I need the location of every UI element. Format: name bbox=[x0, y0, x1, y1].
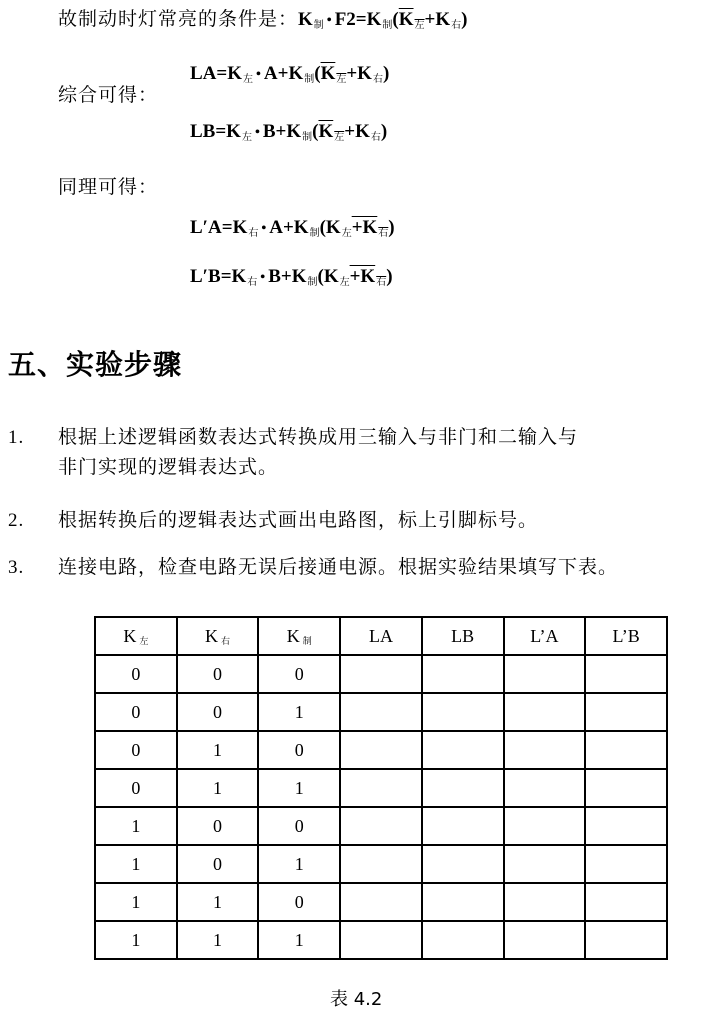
blank-cell bbox=[340, 769, 422, 807]
label-similar: 同理可得： bbox=[58, 176, 159, 198]
truth-table bbox=[94, 616, 668, 960]
blank-cell bbox=[504, 883, 586, 921]
step-1-continuation: 非门实现的逻辑表达式。 bbox=[58, 456, 279, 478]
table-cell: 1 bbox=[258, 769, 340, 807]
blank-cell bbox=[585, 731, 667, 769]
equation-l-prime-a: $L'A=K_右$ • $A+K_制(K_左+K_右)$ bbox=[190, 217, 395, 239]
label-combine: 综合可得： bbox=[58, 84, 159, 106]
blank-cell bbox=[340, 655, 422, 693]
equation-lb: $LB=K_左$ • $B+K_制(K_左+K_右)$ bbox=[190, 121, 388, 143]
blank-cell bbox=[340, 845, 422, 883]
table-cell: 0 bbox=[258, 807, 340, 845]
step-number: 2. bbox=[8, 510, 25, 531]
blank-cell bbox=[504, 693, 586, 731]
intro-equation: $K_制$ • $F2=K_制(K_左+K_右)$ bbox=[298, 9, 468, 31]
table-row bbox=[95, 769, 667, 807]
table-cell: 1 bbox=[177, 769, 259, 807]
step-text: 连接电路，检查电路无误后接通电源。根据实验结果填写下表。 bbox=[58, 556, 619, 578]
blank-cell bbox=[585, 845, 667, 883]
blank-cell bbox=[422, 845, 504, 883]
step-1 bbox=[8, 422, 720, 453]
blank-cell bbox=[504, 731, 586, 769]
step-text: 根据转换后的逻辑表达式画出电路图，标上引脚标号。 bbox=[58, 509, 539, 531]
table-cell: 0 bbox=[258, 655, 340, 693]
blank-cell bbox=[422, 769, 504, 807]
blank-cell bbox=[585, 693, 667, 731]
table-cell: 0 bbox=[177, 693, 259, 731]
table-cell: 0 bbox=[177, 845, 259, 883]
table-row bbox=[95, 655, 667, 693]
blank-cell bbox=[422, 731, 504, 769]
table-cell: 1 bbox=[177, 921, 259, 959]
table-cell: 0 bbox=[258, 883, 340, 921]
blank-cell bbox=[585, 655, 667, 693]
blank-cell bbox=[504, 921, 586, 959]
blank-cell bbox=[340, 693, 422, 731]
header-k-left: K $_左$ bbox=[95, 617, 177, 655]
step-number: 3. bbox=[8, 557, 25, 578]
table-cell: 1 bbox=[95, 921, 177, 959]
table-header-row bbox=[95, 617, 667, 655]
intro-line bbox=[58, 4, 467, 31]
table-cell: 0 bbox=[177, 807, 259, 845]
blank-cell bbox=[504, 769, 586, 807]
header-l-prime-b: L’B bbox=[585, 617, 667, 655]
table-cell: 0 bbox=[95, 769, 177, 807]
blank-cell bbox=[422, 655, 504, 693]
step-number: 1. bbox=[8, 427, 25, 448]
table-row bbox=[95, 693, 667, 731]
table-cell: 0 bbox=[258, 731, 340, 769]
table-row bbox=[95, 807, 667, 845]
blank-cell bbox=[340, 883, 422, 921]
intro-text: 故制动时灯常亮的条件是： bbox=[58, 8, 299, 30]
blank-cell bbox=[585, 769, 667, 807]
header-la: LA bbox=[340, 617, 422, 655]
table-cell: 1 bbox=[95, 883, 177, 921]
table-cell: 0 bbox=[177, 655, 259, 693]
blank-cell bbox=[422, 883, 504, 921]
step-3 bbox=[8, 552, 618, 583]
blank-cell bbox=[422, 807, 504, 845]
table-cell: 1 bbox=[177, 883, 259, 921]
table-cell: 1 bbox=[95, 845, 177, 883]
header-l-prime-a: L’A bbox=[504, 617, 586, 655]
step-text: 根据上述逻辑函数表达式转换成用三输入与非门和二输入与 bbox=[58, 426, 579, 448]
blank-cell bbox=[504, 655, 586, 693]
blank-cell bbox=[422, 921, 504, 959]
header-k-right: K $_右$ bbox=[177, 617, 259, 655]
table-row bbox=[95, 921, 667, 959]
table-cell: 0 bbox=[95, 693, 177, 731]
table-cell: 0 bbox=[95, 655, 177, 693]
blank-cell bbox=[340, 921, 422, 959]
blank-cell bbox=[504, 845, 586, 883]
blank-cell bbox=[340, 807, 422, 845]
blank-cell bbox=[585, 883, 667, 921]
header-lb: LB bbox=[422, 617, 504, 655]
table-row bbox=[95, 883, 667, 921]
table-cell: 1 bbox=[95, 807, 177, 845]
table-cell: 1 bbox=[258, 693, 340, 731]
table-cell: 1 bbox=[177, 731, 259, 769]
table-row bbox=[95, 731, 667, 769]
table-cell: 0 bbox=[95, 731, 177, 769]
equation-la: $LA=K_左$ • $A+K_制(K_左+K_右)$ bbox=[190, 63, 390, 85]
blank-cell bbox=[585, 921, 667, 959]
blank-cell bbox=[585, 807, 667, 845]
table-cell: 1 bbox=[258, 845, 340, 883]
step-2 bbox=[8, 505, 538, 536]
header-k-ctrl: K $_制$ bbox=[258, 617, 340, 655]
table-cell: 1 bbox=[258, 921, 340, 959]
table-row bbox=[95, 845, 667, 883]
table-caption: 表 4.2 bbox=[330, 989, 383, 1010]
blank-cell bbox=[422, 693, 504, 731]
section-title: 五、实验步骤 bbox=[8, 348, 183, 381]
blank-cell bbox=[340, 731, 422, 769]
blank-cell bbox=[504, 807, 586, 845]
equation-l-prime-b: $L'B=K_右$ • $B+K_制(K_左+K_右)$ bbox=[190, 266, 393, 288]
